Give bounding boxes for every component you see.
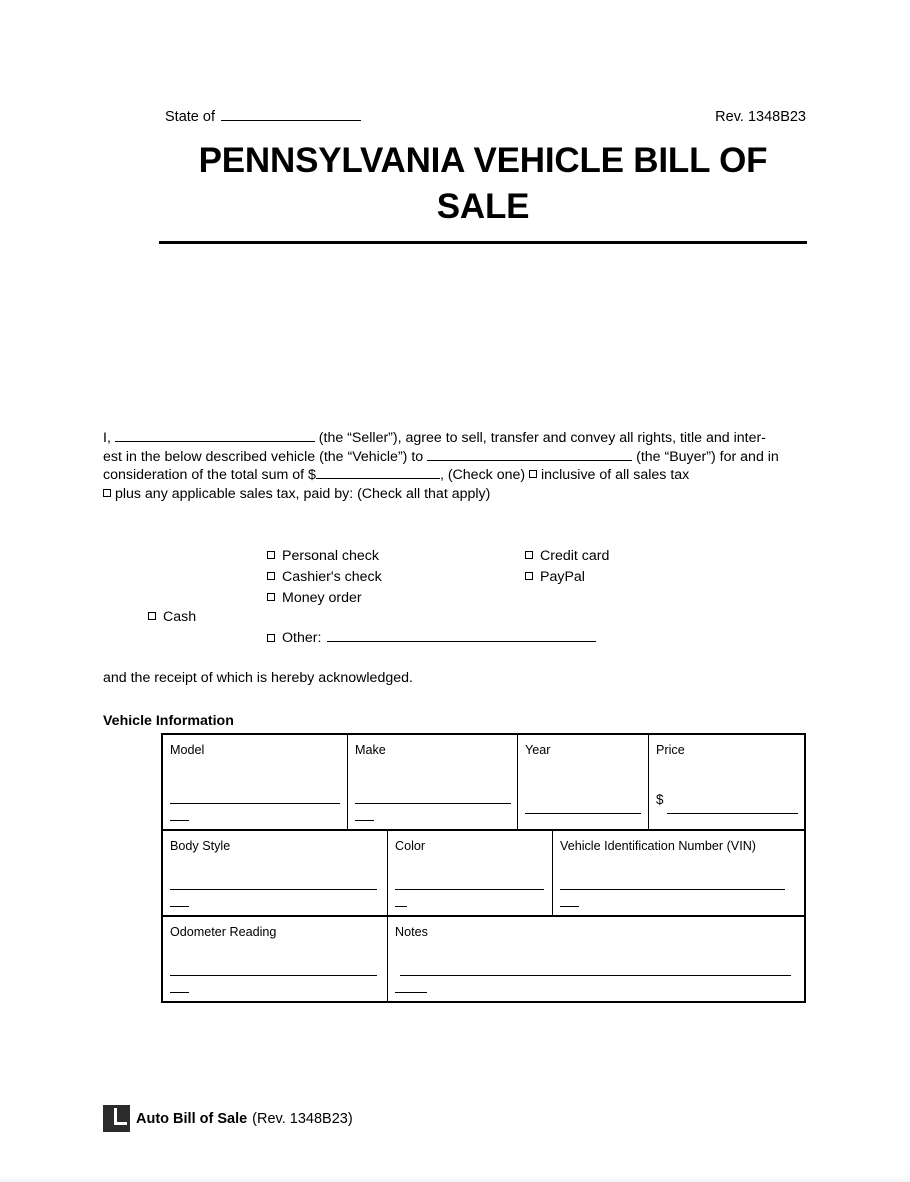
document-header — [165, 108, 806, 125]
vehicle-information-table — [161, 733, 806, 1003]
checkbox-inclusive-tax[interactable] — [529, 470, 537, 478]
buyer-intro: est in the below described vehicle (the “Vehicle”) to — [103, 448, 424, 465]
payment-option-label: Money order — [282, 590, 362, 606]
payment-row-1 — [103, 548, 803, 569]
cell-label-color: Color — [395, 839, 426, 853]
payment-option-paypal[interactable] — [525, 569, 585, 585]
agreement-paragraph — [103, 429, 803, 503]
footer-revision: (Rev. 1348B23) — [252, 1110, 353, 1127]
payment-option-cash[interactable] — [148, 609, 196, 625]
payment-option-label: Personal check — [282, 548, 379, 564]
write-line-wrap[interactable] — [170, 820, 189, 821]
write-line-wrap[interactable] — [355, 820, 374, 821]
write-line[interactable] — [170, 889, 377, 890]
cell-body-style[interactable] — [163, 831, 387, 915]
payment-option-cashiers-check[interactable] — [267, 569, 382, 585]
cell-model[interactable] — [163, 735, 347, 829]
agreement-line-2 — [103, 448, 803, 467]
write-line-wrap[interactable] — [170, 992, 189, 993]
total-sum-blank[interactable] — [316, 467, 440, 479]
write-line[interactable] — [667, 813, 798, 814]
cell-label-notes: Notes — [395, 925, 428, 939]
buyer-name-blank[interactable] — [427, 449, 632, 461]
buyer-suffix: (the “Buyer”) for and in — [636, 448, 779, 465]
state-of-label: State of — [165, 109, 215, 125]
agreement-line-4 — [103, 485, 803, 504]
cell-color[interactable] — [387, 831, 552, 915]
cell-make[interactable] — [347, 735, 517, 829]
payment-option-label: Credit card — [540, 548, 610, 564]
check-one-text: , (Check one) — [439, 467, 526, 484]
receipt-acknowledgement: and the receipt of which is hereby acknowledged. — [103, 670, 413, 686]
seller-suffix: (the “Seller”), agree to sell, transfer and convey all rights, title and inter- — [318, 430, 766, 446]
cell-odometer-reading[interactable] — [163, 917, 387, 1001]
checkbox-money-order[interactable] — [267, 593, 275, 601]
checkbox-plus-tax[interactable] — [103, 489, 111, 497]
write-line[interactable] — [170, 975, 377, 976]
revision-code: Rev. 1348B23 — [715, 109, 806, 125]
cell-label-vin: Vehicle Identification Number (VIN) — [560, 839, 756, 853]
payment-option-personal-check[interactable] — [267, 548, 379, 564]
write-line[interactable] — [170, 803, 340, 804]
vehicle-information-heading: Vehicle Information — [103, 713, 234, 729]
write-line[interactable] — [560, 889, 785, 890]
table-row — [163, 735, 804, 829]
document-footer — [103, 1105, 353, 1132]
write-line[interactable] — [525, 813, 641, 814]
payment-option-label: PayPal — [540, 569, 585, 585]
write-line-wrap[interactable] — [395, 906, 407, 907]
inclusive-tax-label: inclusive of all sales tax — [541, 467, 690, 484]
cell-label-odometer: Odometer Reading — [170, 925, 277, 939]
agreement-line-1 — [103, 429, 803, 448]
seller-intro: I, — [103, 430, 111, 446]
payment-methods — [103, 548, 803, 646]
price-currency-symbol: $ — [656, 792, 664, 807]
write-line[interactable] — [355, 803, 511, 804]
checkbox-credit-card[interactable] — [525, 551, 533, 559]
payment-option-money-order[interactable] — [267, 590, 362, 606]
cell-price[interactable] — [648, 735, 804, 829]
other-payment-blank[interactable] — [327, 630, 596, 642]
payment-option-other[interactable] — [267, 630, 596, 646]
cell-vin[interactable] — [552, 831, 804, 915]
legal-templates-logo-icon — [103, 1105, 130, 1132]
agreement-line-3 — [103, 466, 803, 485]
write-line[interactable] — [400, 975, 791, 976]
seller-name-blank[interactable] — [115, 430, 315, 442]
write-line-wrap[interactable] — [395, 992, 427, 993]
table-row — [163, 829, 804, 915]
state-of-field — [165, 108, 361, 125]
sum-intro: consideration of the total sum of $ — [103, 467, 316, 484]
table-row — [163, 915, 804, 1001]
page-title: PENNSYLVANIA VEHICLE BILL OF SALE — [198, 141, 768, 227]
write-line-wrap[interactable] — [560, 906, 579, 907]
cell-label-price: Price — [656, 743, 685, 757]
checkbox-paypal[interactable] — [525, 572, 533, 580]
payment-option-label: Cash — [163, 609, 197, 625]
payment-row-3 — [103, 590, 803, 611]
cell-label-body-style: Body Style — [170, 839, 231, 853]
checkbox-cashiers-check[interactable] — [267, 572, 275, 580]
payment-option-credit-card[interactable] — [525, 548, 609, 564]
state-of-blank[interactable] — [221, 108, 361, 121]
cell-label-make: Make — [355, 743, 386, 757]
checkbox-personal-check[interactable] — [267, 551, 275, 559]
title-divider — [159, 241, 807, 244]
page-bottom-edge — [0, 1174, 910, 1182]
write-line-wrap[interactable] — [170, 906, 189, 907]
write-line[interactable] — [395, 889, 544, 890]
footer-document-title: Auto Bill of Sale — [136, 1110, 248, 1127]
cell-label-year: Year — [525, 743, 551, 757]
plus-tax-label: plus any applicable sales tax, paid by: (Check all that apply) — [114, 485, 491, 502]
cell-year[interactable] — [517, 735, 648, 829]
checkbox-cash[interactable] — [148, 612, 156, 620]
payment-option-label: Other: — [282, 630, 322, 646]
payment-row-2 — [103, 569, 803, 590]
payment-option-label: Cashier's check — [282, 569, 382, 585]
cell-label-model: Model — [170, 743, 205, 757]
checkbox-other[interactable] — [267, 634, 275, 642]
cell-notes[interactable] — [387, 917, 804, 1001]
